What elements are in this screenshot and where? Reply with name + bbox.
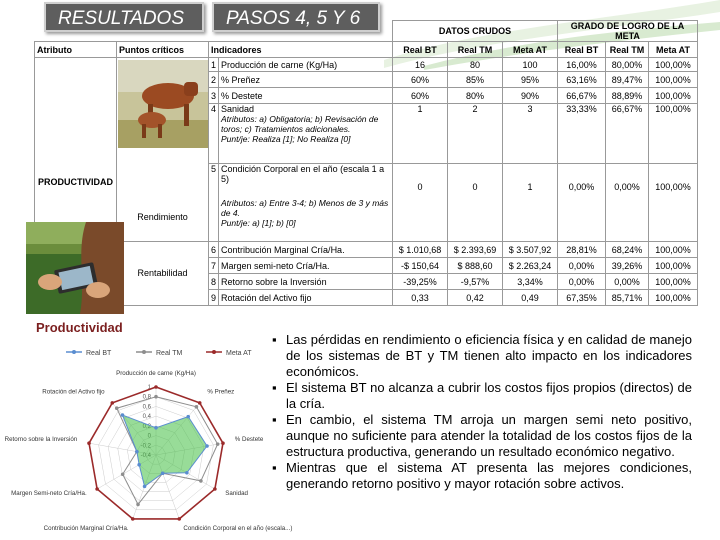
- puntos-criticos-rentabilidad: Rentabilidad: [137, 268, 188, 278]
- axis-label: Margen Semi-neto Cría/Ha.: [11, 490, 87, 497]
- cell-value: 3,34%: [503, 274, 558, 290]
- cell-value: 95%: [503, 72, 558, 88]
- cell-value: 0: [448, 164, 503, 242]
- cell-value: 85%: [448, 72, 503, 88]
- col-header: Real BT: [393, 42, 448, 58]
- row-number: 1: [209, 58, 219, 72]
- cell-value: 100,00%: [649, 58, 698, 72]
- data-point: [221, 441, 225, 445]
- cell-value: 3: [503, 104, 558, 164]
- legend-label: Real BT: [86, 350, 112, 357]
- axis-label: Condición Corporal en el año (escala...): [183, 525, 293, 533]
- data-point: [121, 472, 125, 476]
- data-point: [87, 441, 91, 445]
- data-point: [199, 479, 203, 483]
- data-point: [154, 426, 158, 430]
- legend-label: Real TM: [156, 350, 183, 357]
- cell-value: 100,00%: [649, 274, 698, 290]
- cell-value: $ 2.393,69: [448, 242, 503, 258]
- col-header: Meta AT: [503, 42, 558, 58]
- farmer-tablet-photo: [26, 222, 124, 314]
- axis-label: % Destete: [234, 436, 264, 444]
- cell-value: 16: [393, 58, 448, 72]
- data-point: [213, 487, 217, 491]
- col-header: Puntos críticos: [117, 42, 209, 58]
- data-point: [186, 415, 190, 419]
- table-row: [35, 58, 698, 72]
- cell-value: 66,67%: [558, 88, 606, 104]
- cell-value: 0,49: [503, 290, 558, 306]
- data-point: [216, 442, 220, 446]
- indicator: % Destete: [219, 88, 393, 104]
- cell-value: 63,16%: [558, 72, 606, 88]
- cell-value: -39,25%: [393, 274, 448, 290]
- cell-value: 100,00%: [649, 290, 698, 306]
- bullet-item: [272, 412, 692, 460]
- indicator-note: Atributos: a) Obligatoria; b) Revisación de toros; c) Tratamientos adicionales.: [221, 114, 379, 134]
- cell-value: 0,42: [448, 290, 503, 306]
- indicator: Contribución Marginal Cría/Ha.: [219, 242, 393, 258]
- axis-label: Contribución Marginal Cría/Ha.: [43, 525, 129, 533]
- cell-value: -$ 150,64: [393, 258, 448, 274]
- cell-value: 0: [393, 164, 448, 242]
- cell-value: 33,33%: [558, 104, 606, 164]
- col-header: Real BT: [558, 42, 606, 58]
- data-point: [161, 471, 165, 475]
- data-point: [115, 406, 119, 410]
- indicator: Producción de carne (Kg/Ha): [219, 58, 393, 72]
- bullet-icon: ▪: [272, 380, 277, 395]
- bullet-text: Las pérdidas en rendimiento o eficiencia física y en calidad de manejo de los sistemas de BT y TM tienen alto impacto en los indicadores económicos.: [286, 332, 692, 379]
- indicator-note: Punt/je: a) [1]; b) [0]: [221, 218, 296, 228]
- axis-label: Sanidad: [225, 490, 249, 497]
- indicator: Rotación del Activo fijo: [219, 290, 393, 306]
- radar-chart: [4, 340, 293, 540]
- cell-value: -9,57%: [448, 274, 503, 290]
- cell-value: 67,35%: [558, 290, 606, 306]
- bullet-icon: ▪: [272, 460, 277, 475]
- indicator-note: Punt/je: Realiza [1]; No Realiza [0]: [221, 134, 351, 144]
- indicator: Margen semi-neto Cría/Ha.: [219, 258, 393, 274]
- data-point: [121, 413, 125, 417]
- tab-pasos[interactable]: PASOS 4, 5 Y 6: [212, 2, 380, 32]
- rentabilidad-cell: [117, 242, 209, 306]
- legend-marker: [142, 350, 146, 354]
- section-label: Productividad: [36, 320, 123, 335]
- col-header: Real TM: [448, 42, 503, 58]
- data-point: [143, 485, 147, 489]
- data-point: [154, 385, 158, 389]
- cell-value: 80,00%: [606, 58, 649, 72]
- data-point: [177, 517, 181, 521]
- cell-value: 0,00%: [558, 258, 606, 274]
- results-table: [34, 20, 698, 306]
- bullet-icon: ▪: [272, 412, 277, 427]
- axis-label: Rotación del Activo fijo: [42, 388, 105, 396]
- tick-label: 0,4: [142, 414, 151, 421]
- row-number: 9: [209, 290, 219, 306]
- indicator: % Preñez: [219, 72, 393, 88]
- bullet-text: El sistema BT no alcanza a cubrir los costos fijos propios (directos) de la cría.: [286, 380, 692, 411]
- row-number: 6: [209, 242, 219, 258]
- bullet-icon: ▪: [272, 332, 277, 347]
- bullet-item: [272, 460, 692, 492]
- axis-label: Retorno sobre la Inversión: [4, 436, 78, 444]
- legend-marker: [212, 350, 216, 354]
- bullet-item: [272, 332, 692, 380]
- row-number: 8: [209, 274, 219, 290]
- row-number: 2: [209, 72, 219, 88]
- cell-value: 60%: [393, 88, 448, 104]
- cell-value: 0,00%: [558, 164, 606, 242]
- cattle-photo: [118, 60, 208, 148]
- indicator-cell: [219, 104, 393, 164]
- rendimiento-cell: [117, 58, 209, 242]
- cell-value: 0,00%: [606, 274, 649, 290]
- tick-label: 0,6: [142, 404, 151, 411]
- indicator: Condición Corporal en el año (escala 1 a 5): [221, 164, 385, 184]
- data-point: [135, 450, 139, 454]
- group-header-datos: DATOS CRUDOS: [393, 21, 558, 42]
- data-point: [110, 401, 114, 405]
- cell-value: 68,24%: [606, 242, 649, 258]
- row-number: 3: [209, 88, 219, 104]
- data-point: [195, 405, 199, 409]
- cell-value: 100: [503, 58, 558, 72]
- bullet-text: Mientras que el sistema AT presenta las mejores condiciones, generando retorno positivo y mayor rotación sobre activos.: [286, 460, 692, 491]
- cell-value: 0,33: [393, 290, 448, 306]
- legend-label: Meta AT: [226, 350, 252, 357]
- cell-value: $ 2.263,24: [503, 258, 558, 274]
- cell-value: 0,00%: [606, 164, 649, 242]
- cell-value: 1: [503, 164, 558, 242]
- bullet-text: En cambio, el sistema TM arroja un margen semi neto positivo, aunque no suficiente para atender la totalidad de los costos fijos de la estructura productiva, generando un resultado económico negativo.: [286, 412, 692, 459]
- cell-value: 100,00%: [649, 72, 698, 88]
- cell-value: $ 1.010,68: [393, 242, 448, 258]
- cell-value: $ 3.507,92: [503, 242, 558, 258]
- group-header-grado: GRADO DE LOGRO DE LA META: [558, 21, 698, 42]
- col-header: Atributo: [35, 42, 117, 58]
- data-point: [205, 444, 209, 448]
- table-row: [35, 242, 698, 258]
- cell-value: 66,67%: [606, 104, 649, 164]
- data-point: [131, 517, 135, 521]
- axis-label: % Preñez: [207, 388, 235, 396]
- attribute-productividad: PRODUCTIVIDAD: [35, 58, 117, 306]
- cell-value: 80%: [448, 88, 503, 104]
- cell-value: 100,00%: [649, 242, 698, 258]
- row-number: 7: [209, 258, 219, 274]
- cell-value: 28,81%: [558, 242, 606, 258]
- data-point: [154, 395, 158, 399]
- puntos-criticos-rendimiento: Rendimiento: [137, 212, 188, 222]
- cell-value: 80: [448, 58, 503, 72]
- cell-value: 100,00%: [649, 258, 698, 274]
- cell-value: 60%: [393, 72, 448, 88]
- indicator: Sanidad: [221, 104, 255, 114]
- cell-value: 16,00%: [558, 58, 606, 72]
- cell-value: 100,00%: [649, 88, 698, 104]
- tick-label: 1: [147, 385, 151, 391]
- bullet-item: [272, 380, 692, 412]
- cell-value: $ 888,60: [448, 258, 503, 274]
- cell-value: 2: [448, 104, 503, 164]
- cell-value: 1: [393, 104, 448, 164]
- cell-value: 0,00%: [558, 274, 606, 290]
- data-point: [185, 471, 189, 475]
- cell-value: 39,26%: [606, 258, 649, 274]
- cell-value: 88,89%: [606, 88, 649, 104]
- data-point: [95, 487, 99, 491]
- tick-label: 0,8: [142, 394, 151, 401]
- data-point: [198, 401, 202, 405]
- col-header: Indicadores: [209, 42, 393, 58]
- col-header: Real TM: [606, 42, 649, 58]
- indicator-cell: [219, 164, 393, 242]
- legend-marker: [72, 350, 76, 354]
- tab-resultados[interactable]: RESULTADOS: [44, 2, 204, 32]
- indicator: Retorno sobre la Inversión: [219, 274, 393, 290]
- data-point: [137, 463, 141, 467]
- series-line: [122, 415, 207, 486]
- cell-value: 90%: [503, 88, 558, 104]
- cell-value: 100,00%: [649, 104, 698, 164]
- data-point: [136, 503, 140, 507]
- axis-label: Producción de carne (Kg/Ha): [116, 370, 196, 377]
- cell-value: 85,71%: [606, 290, 649, 306]
- bullet-list: [272, 332, 692, 492]
- row-number: 4: [209, 104, 219, 164]
- cell-value: 89,47%: [606, 72, 649, 88]
- indicator-note: Atributos: a) Entre 3-4; b) Menos de 3 y más de 4.: [221, 198, 389, 218]
- row-number: 5: [209, 164, 219, 242]
- col-header: Meta AT: [649, 42, 698, 58]
- cell-value: 100,00%: [649, 164, 698, 242]
